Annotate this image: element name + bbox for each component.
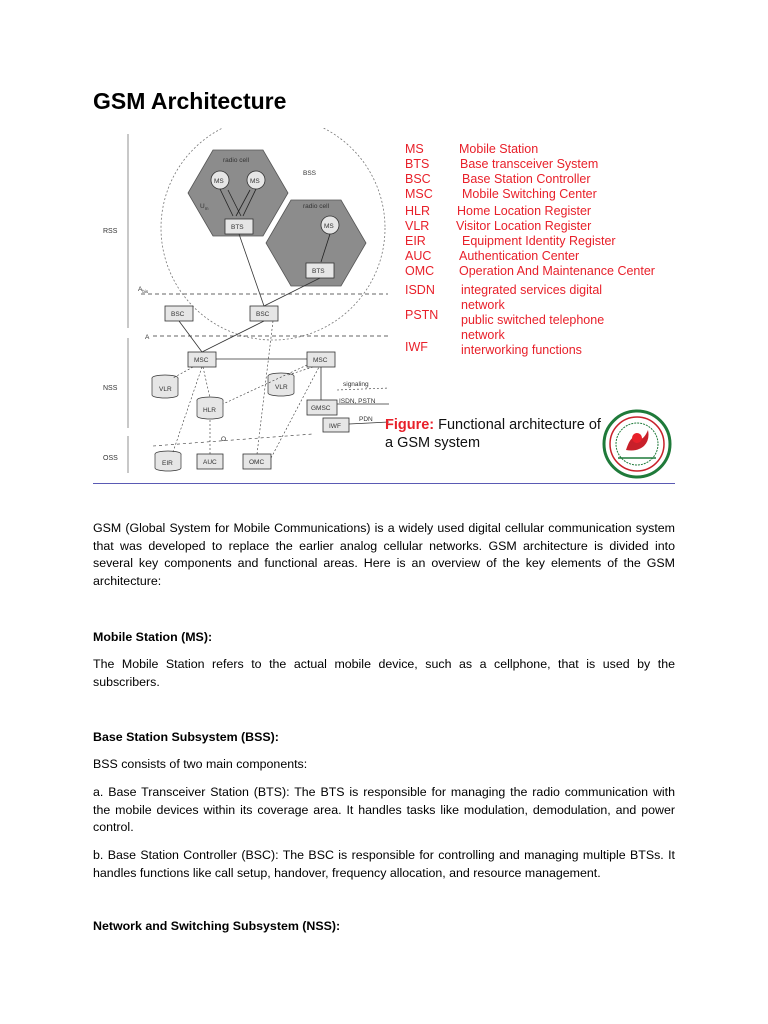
msc2-hlr-link xyxy=(223,365,307,404)
gsm-diagram xyxy=(93,128,675,484)
legend-full-iwf: interworking functions xyxy=(461,343,582,357)
legend-full-auc: Authentication Center xyxy=(459,249,580,263)
legend-full-msc: Mobile Switching Center xyxy=(462,187,597,201)
legend-abbr-bsc: BSC xyxy=(405,172,431,186)
legend-abbr-iwf: IWF xyxy=(405,340,428,354)
omc-label: OMC xyxy=(249,459,265,466)
gmsc-label: GMSC xyxy=(311,405,331,412)
nss-label: NSS xyxy=(103,385,118,392)
bts-1-label: BTS xyxy=(231,224,244,231)
legend-full-isdn-2: network xyxy=(461,298,505,312)
legend-full-bts: Base transceiver System xyxy=(460,157,599,171)
oss-label: OSS xyxy=(103,455,118,462)
bts-2-label: BTS xyxy=(312,268,325,275)
vlr-2-label: VLR xyxy=(275,384,288,391)
university-seal-icon xyxy=(604,411,670,477)
figure-caption-line-2: a GSM system xyxy=(385,435,481,451)
abis-label: $A_{bis}$ xyxy=(138,286,149,294)
ms-heading: Mobile Station (MS): xyxy=(93,630,213,644)
ms-1-label: MS xyxy=(214,178,224,185)
ms-paragraph: The Mobile Station refers to the actual mobile device, such as a cellphone, that is used by the subscribers. xyxy=(93,657,675,689)
eir-label: EIR xyxy=(162,460,173,467)
bts-paragraph: a. Base Transceiver Station (BTS): The BTS is responsible for managing the radio communication with the mobile devices within its coverage area. It handles tasks like modulation, demodulation, and power control. xyxy=(93,785,675,834)
msc-2-label: MSC xyxy=(313,357,328,364)
rss-label: RSS xyxy=(103,228,118,235)
radio-cell-2-label: radio cell xyxy=(303,203,330,210)
legend-full-pstn: public switched telephone xyxy=(461,313,605,327)
legend-abbr-omc: OMC xyxy=(405,264,435,278)
bsc-paragraph: b. Base Station Controller (BSC): The BSC is responsible for controlling and managing multiple BTSs. It handles functions like call setup, handover, frequency allocation, and resource management. xyxy=(93,848,675,880)
iwf-label: IWF xyxy=(329,423,341,430)
bsc2-msc-link xyxy=(202,321,264,352)
vlr-1-label: VLR xyxy=(159,386,172,393)
bsc-2-label: BSC xyxy=(256,311,270,318)
legend-full-isdn: integrated services digital xyxy=(461,283,603,297)
legend-abbr-hlr: HLR xyxy=(405,204,431,218)
legend-full-vlr: Visitor Location Register xyxy=(456,219,592,233)
page-title: GSM Architecture xyxy=(93,88,287,114)
bss-heading: Base Station Subsystem (BSS): xyxy=(93,730,279,744)
bsc1-msc-link xyxy=(179,321,202,352)
um-label: $U_m$ xyxy=(200,203,209,211)
signaling-link xyxy=(337,388,389,390)
auc-label: AUC xyxy=(203,459,217,466)
legend-abbr-vlr: VLR xyxy=(405,219,430,233)
bts1-bsc-link xyxy=(239,234,264,306)
legend xyxy=(405,142,655,357)
bsc-1-label: BSC xyxy=(171,311,185,318)
intro-paragraph: GSM (Global System for Mobile Communications) is a widely used digital cellular communication system that was developed to replace the earlier analog cellular networks. GSM architecture is divided into several key components and functional areas. Here is an overview of the key elements of the GSM architecture: xyxy=(93,521,675,588)
legend-full-hlr: Home Location Register xyxy=(457,204,592,218)
o-iface-label: O xyxy=(221,436,227,443)
legend-abbr-pstn: PSTN xyxy=(405,308,439,322)
bss-label: BSS xyxy=(303,170,317,177)
msc1-hlr-link xyxy=(203,367,210,398)
figure-caption: Figure: Functional architecture of xyxy=(385,417,601,433)
isdn-pstn-label: ISDN, PSTN xyxy=(339,398,376,405)
legend-abbr-auc: AUC xyxy=(405,249,432,263)
legend-full-omc: Operation And Maintenance Center xyxy=(459,264,655,278)
ms-3-label: MS xyxy=(324,223,334,230)
ms-2-label: MS xyxy=(250,178,260,185)
msc-1-label: MSC xyxy=(194,357,209,364)
legend-full-ms: Mobile Station xyxy=(459,142,539,156)
legend-full-bsc: Base Station Controller xyxy=(462,172,591,186)
legend-abbr-msc: MSC xyxy=(405,187,433,201)
nss-heading: Network and Switching Subsystem (NSS): xyxy=(93,919,341,933)
legend-abbr-ms: MS xyxy=(405,142,424,156)
figure-divider xyxy=(93,483,675,484)
legend-abbr-eir: EIR xyxy=(405,234,426,248)
bss-intro-paragraph: BSS consists of two main components: xyxy=(93,757,308,771)
radio-cell-1-label: radio cell xyxy=(223,157,250,164)
hlr-label: HLR xyxy=(203,407,217,414)
legend-abbr-isdn: ISDN xyxy=(405,283,435,297)
legend-abbr-bts: BTS xyxy=(405,157,430,171)
legend-full-eir: Equipment Identity Register xyxy=(462,234,616,248)
signaling-label: signaling xyxy=(343,381,369,388)
a-iface-label: A xyxy=(145,334,150,341)
legend-full-pstn-2: network xyxy=(461,328,505,342)
gsm-architecture-figure xyxy=(93,128,675,484)
pdn-label: PDN xyxy=(359,416,373,423)
